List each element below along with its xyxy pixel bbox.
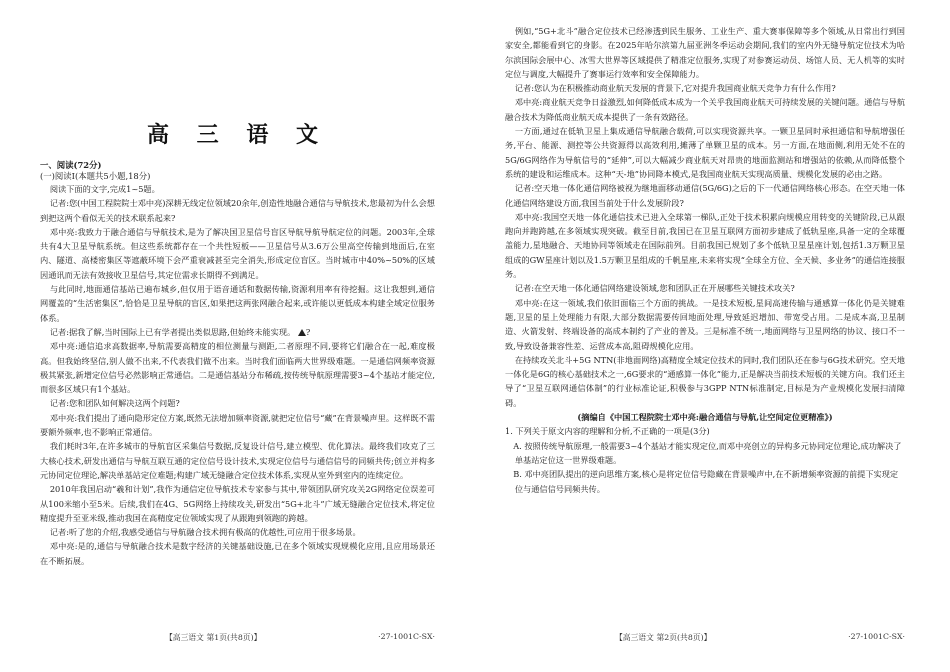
instruction-text: 阅读下面的文字,完成1~5题。 <box>49 184 160 194</box>
footer-page-label: 【高三语文 第2页(共8页)】 <box>615 633 712 642</box>
blank-triangle-icon <box>298 329 306 336</box>
option-b: B. 邓中亮团队提出的逆向思维方案,核心是将定位信号隐藏在背景噪声中,在不新增频率资源的前提下实现定位与通信信号同频共传。 <box>513 469 899 494</box>
source-citation: (摘编自《中国工程院院士邓中亮:融合通信与导航,让空间定位更精准》) <box>577 412 833 423</box>
paragraph: 邓中亮:商业航天竞争日益激烈,如何降低成本成为一个关乎我国商业航天可持续发展的关键问题。通信与导航融合技术为降低商业航天成本提供了一条有效路径。 <box>505 97 906 122</box>
paragraph: 邓中亮:是的,通信与导航融合技术是数字经济的关键基础设施,已在多个领域实现规模化应用,且应用场景还在不断拓展。 <box>40 541 435 566</box>
paragraph: 记者:您和团队如何解决这两个问题? <box>49 398 180 409</box>
paragraph: 邓中亮:我国空天地一体化通信技术已进入全球第一梯队,正处于技术积累向规模应用转变的关键阶段,已从跟跑向并跑跨越,在多领域实现突破。截至目前,我国已在卫星互联网方面初步建成了低轨星座,具备一定的全球覆盖能力,星地融合、天地协同等领域走在国际前列。目前我国已规划了多个低轨卫星星座计划,包括1.3万颗卫星组成的GW星座计划以及1.5万颗卫星组成的千帆星座,未来将实现“全球全方位、全天候、多业务”的通信连接服务。 <box>505 211 905 280</box>
option-a: A. 按照传统导航原理,一般需要3~4个基站才能实现定位,而邓中亮创立的异构多元协同定位理论,成功解决了单基站定位这一世界级难题。 <box>513 440 902 465</box>
footer-page-label: 【高三语文 第1页(共8页)】 <box>165 633 262 642</box>
paragraph: 我们耗时3年,在许多城市的导航盲区采集信号数据,反复设计信号,建立模型、优化算法。最终我们攻克了三大核心技术,研发出通信与导航互联互通的定位信号设计技术,实现定位信号与通信信号的同频共传;创立并构多元协同定位理论,解决单基站定位难题;构建广域无缝融合定位技术体系,实现从室外到室内的连续定位。 <box>40 441 435 480</box>
paragraph: 记者:在空天地一体化通信网络建设领域,您和团队正在开展哪些关键技术攻关? <box>514 283 795 294</box>
paragraph: 邓中亮:通信追求高数据率,导航需要高精度的相位测量与测距,二者原理不同,要将它们融合在一起,难度极高。但我始终坚信,别人做不出来,不代表我们做不出来。当时我们面临两大世界级难题。一是通信网频率资源极其紧张,新增定位信号必然影响正常通信。二是通信基站分布稀疏,按传统导航原理需要3~4个基站才能定位,而很多区域只有1个基站。 <box>40 341 435 395</box>
paragraph: 例如,“5G+北斗”融合定位技术已经渗透到民生服务、工业生产、重大赛事保障等多个领域,从日常出行到国家安全,都能看到它的身影。在2025年哈尔滨第九届亚洲冬季运动会期间,我们的室内外无缝导航定位技术为哈尔滨国际会展中心、冰雪大世界等区域提供了精准定位服务,实现了对参赛运动员、场馆人员、无人机等的实时定位与调度,大幅提升了赛事运行效率和安全保障能力。 <box>505 26 905 79</box>
paragraph-text: 记者:据我了解,当时国际上已有学者提出类似思路,但始终未能实现。 <box>49 326 296 337</box>
footer-code: ·27-1001C-SX· <box>848 632 905 641</box>
paragraph: 邓中亮:在这一领域,我们依旧面临三个方面的挑战。一是技术短板,星间高速传输与通感算一体化仍是关键难题,卫星的星上处理能力有限,大部分数据需要传回地面处理,导致延迟增加、带宽受占用。二是成本高,卫星制造、火箭发射、终端设备的高成本制约了产业的普及。三是标准不统一,地面网络与卫星网络的协议、接口不一致,导致设备兼容性差、运营成本高,阻碍规模化应用。 <box>505 297 905 351</box>
paragraph: 2010年我国启动“羲和计划”,我作为通信定位导航技术专家参与其中,带领团队研究攻关2G网络定位误差可从100米缩小至5米。后续,我们在4G、5G网络上持续攻关,研发出“5G+北斗”广域无缝融合定位技术,将定位精度提升至亚米级,推动我国在高精度定位领域实现了从跟跑到领跑的跨越。 <box>40 484 435 523</box>
paragraph: 一方面,通过在低轨卫星上集成通信导航融合载荷,可以实现资源共享。一颗卫星同时承担通信和导航增强任务,平台、能源、测控等公共资源得以高效利用,摊薄了单颗卫星的成本。另一方面,在地面侧,利用无处不在的5G/6G网络作为导航信号的“延伸”,可以大幅减少商业航天对昂贵的地面监测站和增强站的依赖,从而降低整个系统的建设和运维成本。这种“天-地”协同降本模式,是我国商业航天实现高质量、规模化发展的必由之路。 <box>505 126 905 179</box>
right-column <box>505 24 905 496</box>
paragraph: 邓中亮:我致力于融合通信与导航技术,是为了解决国卫星信号盲区导航导航导航定位的问题。2003年,全球共有4大卫星导航系统。但这些系统都存在一个共性短板——卫星信号从3.6万公里高空传输到地面后,在室内、隧道、高楼密集区等遮蔽环境下会严重衰减甚至完全消失,形成定位盲区。当时城市中40%~50%的区域因通讯而无法有效接收卫星信号,其定位需求长期得不到满足。 <box>40 226 435 280</box>
paragraph: 邓中亮:我们提出了通向隐形定位方案,既然无法增加频率资源,就把定位信号“藏”在背景噪声里。这样既不需要额外频率,也不影响正常通信。 <box>40 412 435 438</box>
paragraph: 记者:听了您的介绍,我感受通信与导航融合技术拥有极高的优越性,可应用于很多场景。 <box>49 527 361 538</box>
paragraph: 记者:您(中国工程院院士邓中亮)深耕无线定位领域20余年,创造性地融合通信与导航技术,您最初为什么会想到把这两个看似无关的技术联系起来? <box>40 198 435 223</box>
page-title: 高 三 语 文 <box>147 122 328 148</box>
paragraph: 与此同时,地面通信基站已遍布城乡,但仅用于语音通话和数据传输,资源利用率有待挖掘。这让我想到,通信网覆盖的“生活密集区”,恰恰是卫星导航的盲区,如果把这两张网融合起来,或许能以更低成本构建全域定位服务体系。 <box>40 284 435 323</box>
left-column <box>40 160 435 568</box>
paragraph: 记者:据我了解,当时国际上已有学者提出类似思路,但始终未能实现。 ? <box>49 326 311 337</box>
section-heading: 一、阅读(72分) <box>40 160 102 170</box>
paragraph: 记者:空天地一体化通信网络被视为继地面移动通信(5G/6G)之后的下一代通信网络核心形态。在空天地一体化通信网络建设方面,我国当前处于什么发展阶段? <box>505 183 905 208</box>
paragraph: 在持续攻关北斗+5G NTN(非地面网络)高精度全域定位技术的同时,我们团队还在参与6G技术研究。空天地一体化是6G的核心基础技术之一,6G要求的“通感算一体化”能力,正是解决当前技术短板的关键方向。我们还主导了“卫星互联网通信体制”的行业标准论证,积极参与3GPP NTN标准制定,目标是为产业规模化发展扫清障碍。 <box>505 354 905 408</box>
footer-code: ·27-1001C-SX· <box>378 632 435 641</box>
subsection-heading: (一)阅读Ⅰ(本题共5小题,18分) <box>40 171 151 181</box>
question-1: 1. 下列关于原文内容的理解和分析,不正确的一项是(3分) <box>505 426 710 437</box>
paragraph: 记者:您认为在积极推动商业航天发展的背景下,它对提升我国商业航天竞争力有什么作用? <box>514 83 836 94</box>
